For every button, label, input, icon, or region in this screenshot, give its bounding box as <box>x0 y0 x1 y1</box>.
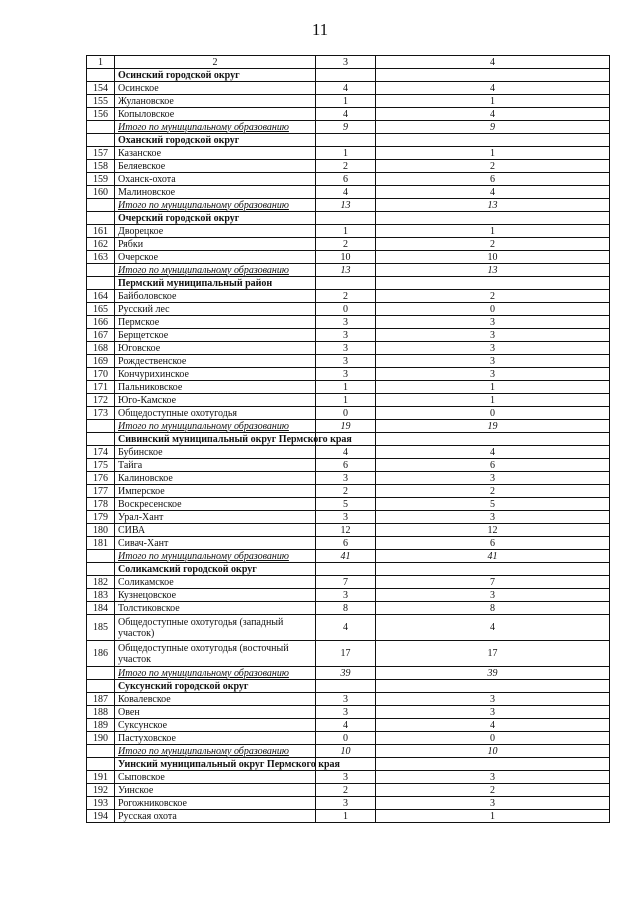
row-number-cell: 192 <box>87 784 115 797</box>
hunting-ground-name: Имперское <box>115 485 316 498</box>
section-row <box>87 212 610 225</box>
hunting-ground-name: Уинское <box>115 784 316 797</box>
hunting-ground-name: Копыловское <box>115 108 316 121</box>
total-row <box>87 550 610 563</box>
total-value-4: 13 <box>376 199 610 212</box>
value-cell-4: 3 <box>376 511 610 524</box>
table-row <box>87 511 610 524</box>
row-number-cell: 184 <box>87 602 115 615</box>
table-row <box>87 329 610 342</box>
row-number-cell: 160 <box>87 186 115 199</box>
table-row <box>87 407 610 420</box>
value-cell-4: 1 <box>376 225 610 238</box>
header-cell-2: 2 <box>115 56 316 69</box>
table-row <box>87 82 610 95</box>
row-number-cell: 176 <box>87 472 115 485</box>
table-row <box>87 316 610 329</box>
hunting-ground-name: Тайга <box>115 459 316 472</box>
value-cell-3: 10 <box>316 251 376 264</box>
value-cell-4: 3 <box>376 706 610 719</box>
value-cell-4 <box>376 563 610 576</box>
table-row <box>87 576 610 589</box>
row-number-cell: 186 <box>87 641 115 667</box>
value-cell-4: 6 <box>376 537 610 550</box>
hunting-ground-name: Овен <box>115 706 316 719</box>
page-number: 11 <box>311 20 329 39</box>
header-cell-3: 3 <box>316 56 376 69</box>
table-row <box>87 394 610 407</box>
total-value-4: 39 <box>376 667 610 680</box>
header-row <box>87 56 610 69</box>
value-cell-3: 1 <box>316 147 376 160</box>
table-row <box>87 771 610 784</box>
row-number-cell: 179 <box>87 511 115 524</box>
section-row <box>87 277 610 290</box>
value-cell-3: 17 <box>316 641 376 667</box>
total-label: Итого по муниципальному образованию <box>115 199 316 212</box>
section-row <box>87 758 610 771</box>
value-cell-3: 3 <box>316 329 376 342</box>
hunting-ground-name: Байболовское <box>115 290 316 303</box>
table-row <box>87 589 610 602</box>
value-cell-4: 3 <box>376 693 610 706</box>
table-row <box>87 641 610 667</box>
value-cell-3: 3 <box>316 797 376 810</box>
table-row <box>87 719 610 732</box>
table-row <box>87 368 610 381</box>
total-row <box>87 745 610 758</box>
row-number-cell: 168 <box>87 342 115 355</box>
section-row <box>87 563 610 576</box>
row-number-cell: 172 <box>87 394 115 407</box>
value-cell-3: 1 <box>316 381 376 394</box>
row-number-cell <box>87 69 115 82</box>
value-cell-3: 2 <box>316 290 376 303</box>
hunting-ground-name: Суксунское <box>115 719 316 732</box>
value-cell-4: 0 <box>376 303 610 316</box>
hunting-ground-name: Дворецкое <box>115 225 316 238</box>
value-cell-3: 6 <box>316 173 376 186</box>
table-row <box>87 784 610 797</box>
row-number-cell: 177 <box>87 485 115 498</box>
section-title: Осинский городской округ <box>115 69 316 82</box>
row-number-cell: 165 <box>87 303 115 316</box>
table-row <box>87 693 610 706</box>
row-number-cell: 166 <box>87 316 115 329</box>
row-number-cell: 171 <box>87 381 115 394</box>
hunting-ground-name: Рогожниковское <box>115 797 316 810</box>
table-row <box>87 615 610 641</box>
row-number-cell: 156 <box>87 108 115 121</box>
table-row <box>87 303 610 316</box>
row-number-cell <box>87 758 115 771</box>
value-cell-4: 7 <box>376 576 610 589</box>
value-cell-3: 1 <box>316 810 376 823</box>
total-row <box>87 121 610 134</box>
table-row <box>87 95 610 108</box>
value-cell-3: 3 <box>316 693 376 706</box>
total-label: Итого по муниципальному образованию <box>115 121 316 134</box>
hunting-ground-name: Урал-Хант <box>115 511 316 524</box>
value-cell-4: 2 <box>376 485 610 498</box>
value-cell-3: 2 <box>316 485 376 498</box>
table-row <box>87 472 610 485</box>
value-cell-4: 6 <box>376 459 610 472</box>
value-cell-4: 12 <box>376 524 610 537</box>
value-cell-4: 1 <box>376 147 610 160</box>
value-cell-4: 0 <box>376 407 610 420</box>
row-number-cell: 193 <box>87 797 115 810</box>
row-number-cell: 187 <box>87 693 115 706</box>
value-cell-3 <box>316 680 376 693</box>
row-number-cell: 157 <box>87 147 115 160</box>
row-number-cell: 190 <box>87 732 115 745</box>
hunting-ground-name: Бубинское <box>115 446 316 459</box>
hunting-ground-name: Сыповское <box>115 771 316 784</box>
total-label: Итого по муниципальному образованию <box>115 420 316 433</box>
hunting-ground-name: Берщетское <box>115 329 316 342</box>
value-cell-3: 4 <box>316 82 376 95</box>
row-number-cell: 182 <box>87 576 115 589</box>
row-number-cell: 161 <box>87 225 115 238</box>
value-cell-3: 2 <box>316 784 376 797</box>
hunting-ground-name: Общедоступные охотугодья (западный участок) <box>115 615 316 641</box>
value-cell-4: 17 <box>376 641 610 667</box>
header-cell-4: 4 <box>376 56 610 69</box>
value-cell-4: 1 <box>376 381 610 394</box>
value-cell-3: 3 <box>316 355 376 368</box>
row-number-cell: 169 <box>87 355 115 368</box>
row-number-cell <box>87 199 115 212</box>
value-cell-3: 4 <box>316 108 376 121</box>
value-cell-3: 3 <box>316 706 376 719</box>
value-cell-3: 6 <box>316 537 376 550</box>
row-number-cell: 163 <box>87 251 115 264</box>
value-cell-4: 3 <box>376 797 610 810</box>
total-value-3: 10 <box>316 745 376 758</box>
table-row <box>87 108 610 121</box>
hunting-ground-name: Сивач-Хант <box>115 537 316 550</box>
total-value-4: 13 <box>376 264 610 277</box>
value-cell-4: 6 <box>376 173 610 186</box>
value-cell-4: 4 <box>376 186 610 199</box>
hunting-ground-name: Очерское <box>115 251 316 264</box>
table-row <box>87 602 610 615</box>
value-cell-4 <box>376 277 610 290</box>
total-value-3: 13 <box>316 199 376 212</box>
total-value-4: 41 <box>376 550 610 563</box>
value-cell-4 <box>376 69 610 82</box>
value-cell-3: 0 <box>316 407 376 420</box>
table-row <box>87 797 610 810</box>
total-value-3: 39 <box>316 667 376 680</box>
hunting-ground-name: Юго-Камское <box>115 394 316 407</box>
value-cell-4 <box>376 758 610 771</box>
header-cell-1: 1 <box>87 56 115 69</box>
value-cell-4: 4 <box>376 719 610 732</box>
hunting-ground-name: Юговское <box>115 342 316 355</box>
row-number-cell: 183 <box>87 589 115 602</box>
value-cell-3 <box>316 563 376 576</box>
row-number-cell: 188 <box>87 706 115 719</box>
value-cell-4: 3 <box>376 316 610 329</box>
value-cell-3: 3 <box>316 342 376 355</box>
hunting-ground-name: Русская охота <box>115 810 316 823</box>
section-title: Соликамский городской округ <box>115 563 316 576</box>
value-cell-4: 3 <box>376 368 610 381</box>
row-number-cell <box>87 667 115 680</box>
value-cell-4: 2 <box>376 238 610 251</box>
value-cell-3: 12 <box>316 524 376 537</box>
section-title: Очерский городской округ <box>115 212 316 225</box>
section-row <box>87 134 610 147</box>
table-row <box>87 459 610 472</box>
hunting-ground-name: Общедоступные охотугодья (восточный участок <box>115 641 316 667</box>
total-row <box>87 199 610 212</box>
value-cell-4: 3 <box>376 355 610 368</box>
value-cell-3 <box>316 134 376 147</box>
value-cell-4 <box>376 680 610 693</box>
value-cell-4 <box>376 134 610 147</box>
row-number-cell <box>87 264 115 277</box>
row-number-cell: 178 <box>87 498 115 511</box>
value-cell-4: 4 <box>376 108 610 121</box>
hunting-ground-name: Соликамское <box>115 576 316 589</box>
value-cell-4: 8 <box>376 602 610 615</box>
section-title: Оханский городской округ <box>115 134 316 147</box>
row-number-cell: 189 <box>87 719 115 732</box>
value-cell-3: 1 <box>316 394 376 407</box>
section-title: Уинский муниципальный округ Пермского края <box>115 758 316 771</box>
row-number-cell <box>87 121 115 134</box>
value-cell-4: 4 <box>376 615 610 641</box>
hunting-ground-name: Жулановское <box>115 95 316 108</box>
row-number-cell: 194 <box>87 810 115 823</box>
row-number-cell <box>87 433 115 446</box>
hunting-ground-name: Общедоступные охотугодья <box>115 407 316 420</box>
value-cell-4: 3 <box>376 342 610 355</box>
value-cell-4: 2 <box>376 290 610 303</box>
hunting-ground-name: Ковалевское <box>115 693 316 706</box>
value-cell-3: 4 <box>316 446 376 459</box>
hunting-ground-name: Русский лес <box>115 303 316 316</box>
hunting-ground-name: Пермское <box>115 316 316 329</box>
total-value-3: 19 <box>316 420 376 433</box>
value-cell-4 <box>376 212 610 225</box>
value-cell-4: 1 <box>376 810 610 823</box>
value-cell-4: 3 <box>376 771 610 784</box>
total-value-3: 41 <box>316 550 376 563</box>
total-label: Итого по муниципальному образованию <box>115 550 316 563</box>
value-cell-3: 4 <box>316 615 376 641</box>
row-number-cell <box>87 212 115 225</box>
value-cell-3: 3 <box>316 771 376 784</box>
table-row <box>87 355 610 368</box>
row-number-cell: 174 <box>87 446 115 459</box>
row-number-cell: 164 <box>87 290 115 303</box>
row-number-cell <box>87 563 115 576</box>
table-row <box>87 485 610 498</box>
total-value-3: 13 <box>316 264 376 277</box>
row-number-cell: 173 <box>87 407 115 420</box>
table-row <box>87 147 610 160</box>
section-title: Сивинский муниципальный округ Пермского края <box>115 433 316 446</box>
value-cell-3: 2 <box>316 238 376 251</box>
total-label: Итого по муниципальному образованию <box>115 264 316 277</box>
value-cell-3: 3 <box>316 589 376 602</box>
hunting-ground-name: СИВА <box>115 524 316 537</box>
value-cell-4: 10 <box>376 251 610 264</box>
table-row <box>87 173 610 186</box>
value-cell-4: 4 <box>376 446 610 459</box>
hunting-grounds-table <box>86 55 610 823</box>
hunting-ground-name: Казанское <box>115 147 316 160</box>
table-row <box>87 446 610 459</box>
value-cell-3: 0 <box>316 732 376 745</box>
value-cell-4: 1 <box>376 95 610 108</box>
section-row <box>87 680 610 693</box>
value-cell-3: 3 <box>316 472 376 485</box>
hunting-ground-name: Беляевское <box>115 160 316 173</box>
hunting-ground-name: Рябки <box>115 238 316 251</box>
table-row <box>87 810 610 823</box>
table-row <box>87 186 610 199</box>
row-number-cell <box>87 420 115 433</box>
total-value-3: 9 <box>316 121 376 134</box>
value-cell-4: 1 <box>376 394 610 407</box>
value-cell-4: 3 <box>376 589 610 602</box>
value-cell-4: 4 <box>376 82 610 95</box>
value-cell-3: 5 <box>316 498 376 511</box>
total-value-4: 10 <box>376 745 610 758</box>
value-cell-3: 0 <box>316 303 376 316</box>
value-cell-4: 5 <box>376 498 610 511</box>
value-cell-4 <box>376 433 610 446</box>
row-number-cell <box>87 680 115 693</box>
value-cell-3: 4 <box>316 186 376 199</box>
value-cell-3: 1 <box>316 95 376 108</box>
hunting-ground-name: Оханск-охота <box>115 173 316 186</box>
section-row <box>87 69 610 82</box>
value-cell-3: 3 <box>316 511 376 524</box>
hunting-ground-name: Калиновское <box>115 472 316 485</box>
table-row <box>87 537 610 550</box>
row-number-cell: 154 <box>87 82 115 95</box>
table-row <box>87 498 610 511</box>
table-row <box>87 706 610 719</box>
value-cell-4: 2 <box>376 784 610 797</box>
hunting-ground-name: Пастуховское <box>115 732 316 745</box>
total-row <box>87 420 610 433</box>
row-number-cell: 180 <box>87 524 115 537</box>
value-cell-3 <box>316 212 376 225</box>
table-row <box>87 290 610 303</box>
total-row <box>87 264 610 277</box>
value-cell-3 <box>316 69 376 82</box>
table-row <box>87 732 610 745</box>
value-cell-3: 3 <box>316 368 376 381</box>
row-number-cell: 185 <box>87 615 115 641</box>
table-row <box>87 524 610 537</box>
row-number-cell: 159 <box>87 173 115 186</box>
table-body <box>87 69 610 823</box>
row-number-cell <box>87 745 115 758</box>
hunting-ground-name: Малиновское <box>115 186 316 199</box>
value-cell-3: 2 <box>316 160 376 173</box>
value-cell-3: 4 <box>316 719 376 732</box>
value-cell-4: 3 <box>376 329 610 342</box>
hunting-ground-name: Воскресенское <box>115 498 316 511</box>
row-number-cell: 191 <box>87 771 115 784</box>
value-cell-3: 6 <box>316 459 376 472</box>
table-row <box>87 342 610 355</box>
value-cell-3: 1 <box>316 225 376 238</box>
row-number-cell: 170 <box>87 368 115 381</box>
value-cell-4: 2 <box>376 160 610 173</box>
row-number-cell <box>87 277 115 290</box>
total-label: Итого по муниципальному образованию <box>115 745 316 758</box>
row-number-cell: 181 <box>87 537 115 550</box>
row-number-cell: 175 <box>87 459 115 472</box>
value-cell-4: 3 <box>376 472 610 485</box>
total-label: Итого по муниципальному образованию <box>115 667 316 680</box>
row-number-cell: 158 <box>87 160 115 173</box>
section-row <box>87 433 610 446</box>
total-value-4: 9 <box>376 121 610 134</box>
value-cell-4: 0 <box>376 732 610 745</box>
table-row <box>87 160 610 173</box>
table-row <box>87 238 610 251</box>
section-title: Пермский муниципальный район <box>115 277 316 290</box>
hunting-ground-name: Кузнецовское <box>115 589 316 602</box>
hunting-ground-name: Осинское <box>115 82 316 95</box>
total-row <box>87 667 610 680</box>
table-row <box>87 251 610 264</box>
row-number-cell: 155 <box>87 95 115 108</box>
row-number-cell <box>87 134 115 147</box>
row-number-cell <box>87 550 115 563</box>
total-value-4: 19 <box>376 420 610 433</box>
value-cell-3: 3 <box>316 316 376 329</box>
row-number-cell: 162 <box>87 238 115 251</box>
hunting-ground-name: Кончурихинское <box>115 368 316 381</box>
table-row <box>87 225 610 238</box>
value-cell-3: 8 <box>316 602 376 615</box>
section-title: Суксунский городской округ <box>115 680 316 693</box>
row-number-cell: 167 <box>87 329 115 342</box>
hunting-ground-name: Пальниковское <box>115 381 316 394</box>
hunting-ground-name: Рождественское <box>115 355 316 368</box>
value-cell-3: 7 <box>316 576 376 589</box>
table-row <box>87 381 610 394</box>
value-cell-3 <box>316 277 376 290</box>
hunting-ground-name: Толстиковское <box>115 602 316 615</box>
